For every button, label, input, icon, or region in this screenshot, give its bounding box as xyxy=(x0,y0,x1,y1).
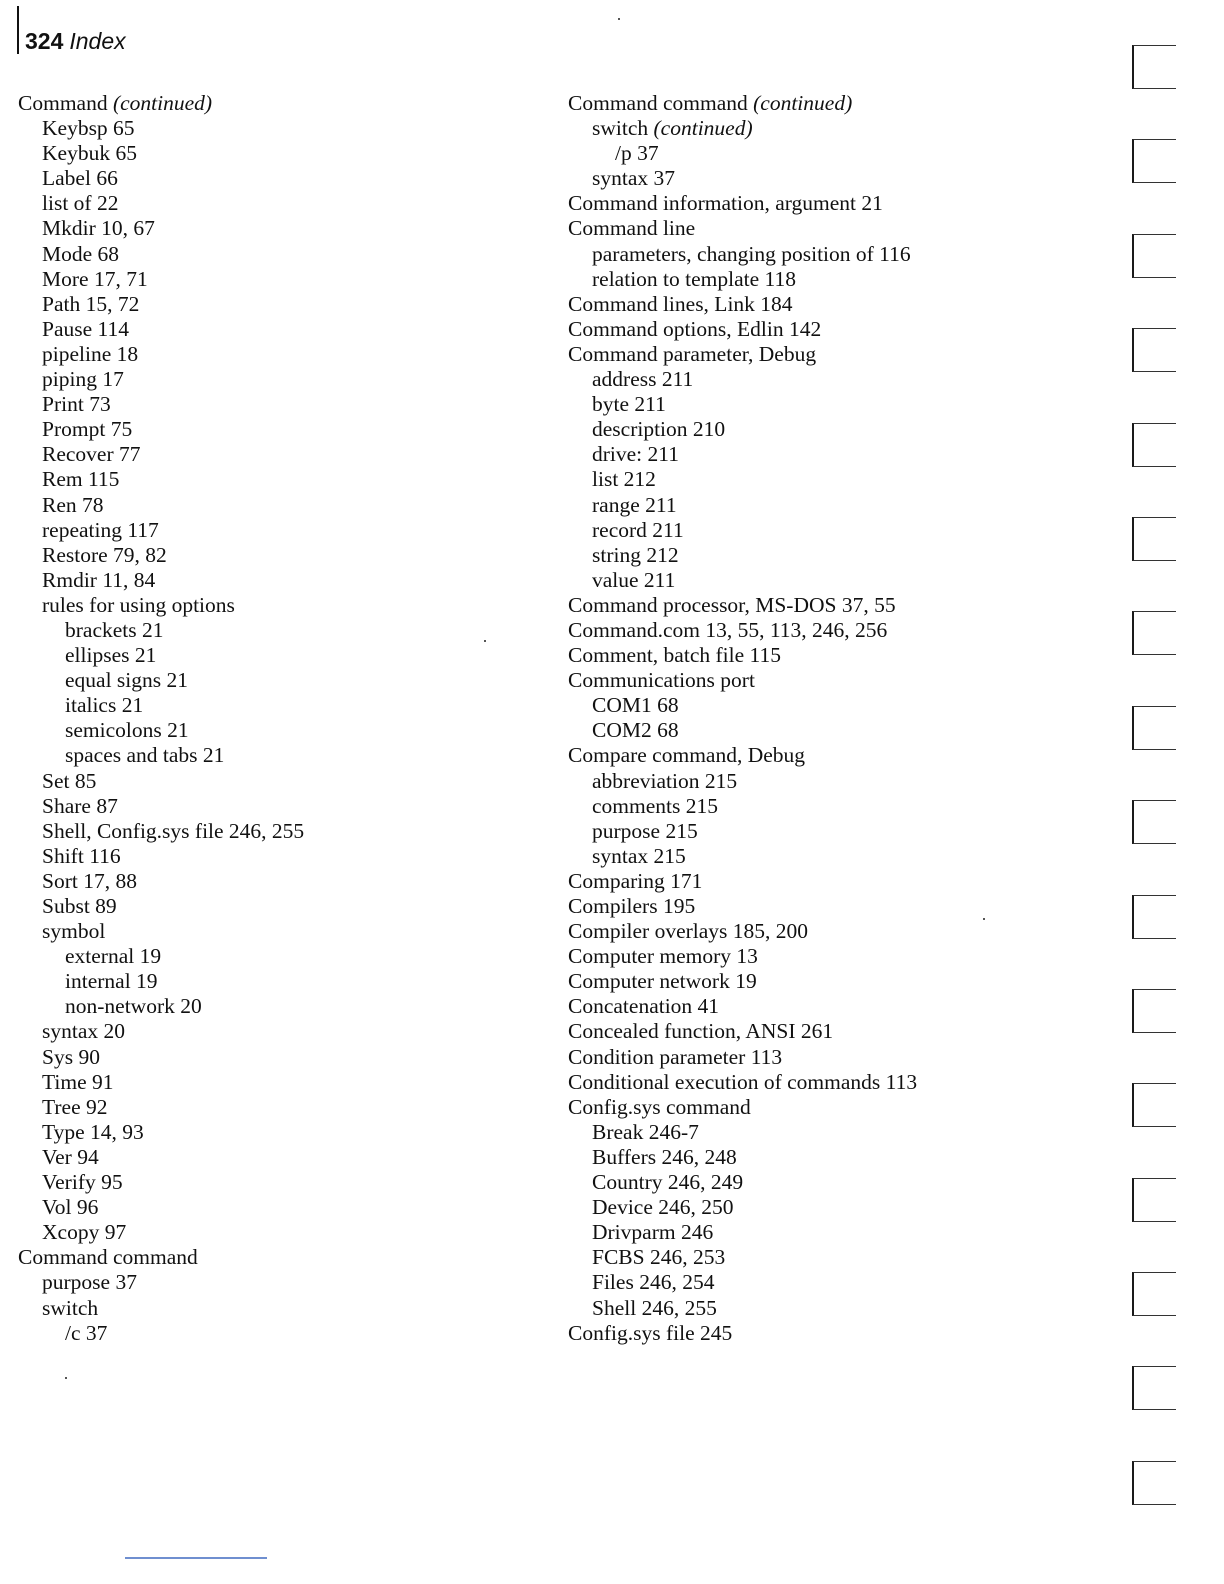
index-term: Break 246-7 xyxy=(592,1119,699,1144)
index-term: Prompt 75 xyxy=(42,417,133,442)
index-term: Compare command, Debug xyxy=(568,743,806,768)
footer-line xyxy=(125,1557,267,1559)
index-entry xyxy=(18,518,518,543)
index-entry xyxy=(18,794,518,819)
index-term: Label 66 xyxy=(42,166,118,191)
index-entry xyxy=(568,442,1108,467)
index-term: purpose 215 xyxy=(592,818,698,843)
index-term: syntax 215 xyxy=(592,843,686,868)
index-term: Buffers 246, 248 xyxy=(592,1144,737,1169)
index-term: Restore 79, 82 xyxy=(42,542,167,567)
index-term: switch xyxy=(592,116,649,141)
index-entry xyxy=(18,91,518,116)
thumb-index-tabs xyxy=(1132,45,1184,1555)
index-term: Time 91 xyxy=(42,1069,114,1094)
header-rule xyxy=(17,6,19,54)
index-term: list of 22 xyxy=(42,191,119,216)
index-entry xyxy=(18,342,518,367)
index-term: Command processor, MS-DOS 37, 55 xyxy=(568,592,896,617)
index-term: Communications port xyxy=(568,668,755,693)
index-term: ellipses 21 xyxy=(65,643,157,668)
index-entry xyxy=(568,1170,1108,1195)
index-entry xyxy=(18,1019,518,1044)
index-entry xyxy=(18,718,518,743)
index-term: FCBS 246, 253 xyxy=(592,1245,726,1270)
section-title: Index xyxy=(69,28,126,54)
index-entry xyxy=(568,693,1108,718)
index-entry xyxy=(568,141,1108,166)
index-term: COM1 68 xyxy=(592,693,679,718)
index-term: Vol 96 xyxy=(42,1195,99,1220)
index-column-left xyxy=(18,91,518,1346)
thumb-tab xyxy=(1132,611,1176,655)
index-term: Tree 92 xyxy=(42,1094,108,1119)
index-entry xyxy=(18,543,518,568)
index-term: Ver 94 xyxy=(42,1144,99,1169)
index-term: Set 85 xyxy=(42,768,97,793)
index-entry xyxy=(18,317,518,342)
index-term: /p 37 xyxy=(615,141,659,166)
index-entry xyxy=(568,392,1108,417)
index-term: Command information, argument 21 xyxy=(568,191,883,216)
index-entry xyxy=(18,894,518,919)
thumb-tab xyxy=(1132,1461,1176,1505)
index-term: symbol xyxy=(42,919,106,944)
index-entry xyxy=(18,593,518,618)
index-term: Command command xyxy=(18,1245,198,1270)
index-term: Command lines, Link 184 xyxy=(568,291,793,316)
index-term: Conditional execution of commands 113 xyxy=(568,1069,918,1094)
index-term: Files 246, 254 xyxy=(592,1270,715,1295)
index-term: repeating 117 xyxy=(42,517,159,542)
index-term: Subst 89 xyxy=(42,894,117,918)
index-term: Keybsp 65 xyxy=(42,116,135,141)
index-term: /c 37 xyxy=(65,1320,108,1345)
index-entry xyxy=(568,1095,1108,1120)
index-term: relation to template 118 xyxy=(592,266,796,291)
index-term: Config.sys file 245 xyxy=(568,1320,733,1345)
index-entry xyxy=(568,518,1108,543)
index-entry xyxy=(568,1120,1108,1145)
thumb-tab xyxy=(1132,45,1176,89)
index-term: Sort 17, 88 xyxy=(42,868,137,893)
index-entry xyxy=(18,668,518,693)
index-entry xyxy=(568,367,1108,392)
index-entry xyxy=(568,116,1108,141)
index-entry xyxy=(18,769,518,794)
index-entry xyxy=(18,116,518,141)
index-term: brackets 21 xyxy=(65,617,164,642)
thumb-tab xyxy=(1132,517,1176,561)
speck xyxy=(618,18,620,20)
index-term: Compiler overlays 185, 200 xyxy=(568,919,809,944)
index-entry xyxy=(18,191,518,216)
index-term: rules for using options xyxy=(42,592,235,617)
index-entry xyxy=(568,317,1108,342)
index-term: Concealed function, ANSI 261 xyxy=(568,1019,834,1044)
index-term: Rem 115 xyxy=(42,467,120,492)
index-term: Device 246, 250 xyxy=(592,1195,734,1220)
thumb-tab xyxy=(1132,1178,1176,1222)
index-entry xyxy=(18,1245,518,1270)
index-entry xyxy=(18,1095,518,1120)
index-term: Ren 78 xyxy=(42,492,104,517)
index-entry xyxy=(568,292,1108,317)
thumb-tab xyxy=(1132,895,1176,939)
index-term: range 211 xyxy=(592,492,677,517)
index-term: syntax 20 xyxy=(42,1019,126,1044)
index-term: Pause 114 xyxy=(42,316,129,341)
index-entry xyxy=(18,493,518,518)
index-entry xyxy=(568,794,1108,819)
index-term: Comment, batch file 115 xyxy=(568,643,781,668)
index-term: Type 14, 93 xyxy=(42,1119,144,1144)
index-entry xyxy=(18,743,518,768)
index-term: Drivparm 246 xyxy=(592,1220,714,1245)
index-entry xyxy=(18,1070,518,1095)
thumb-tab xyxy=(1132,139,1176,183)
index-term: Keybuk 65 xyxy=(42,141,137,166)
index-entry xyxy=(18,467,518,492)
index-term: description 210 xyxy=(592,417,726,442)
index-term: list 212 xyxy=(592,467,656,492)
index-entry xyxy=(18,944,518,969)
index-term: Country 246, 249 xyxy=(592,1170,744,1195)
thumb-tab xyxy=(1132,328,1176,372)
index-entry xyxy=(568,1195,1108,1220)
index-entry xyxy=(18,618,518,643)
index-entry xyxy=(568,493,1108,518)
index-term: address 211 xyxy=(592,367,694,392)
index-entry xyxy=(18,969,518,994)
index-term: internal 19 xyxy=(65,969,158,994)
index-term: piping 17 xyxy=(42,367,124,392)
index-entry xyxy=(568,1245,1108,1270)
index-term: Shift 116 xyxy=(42,843,121,868)
index-entry xyxy=(18,693,518,718)
index-term: COM2 68 xyxy=(592,718,679,743)
index-term: Path 15, 72 xyxy=(42,291,140,316)
index-entry xyxy=(568,91,1108,116)
index-term: Shell 246, 255 xyxy=(592,1295,717,1320)
index-entry xyxy=(568,618,1108,643)
index-entry xyxy=(18,1220,518,1245)
index-term: Condition parameter 113 xyxy=(568,1044,783,1069)
index-entry xyxy=(568,743,1108,768)
index-entry xyxy=(568,216,1108,241)
index-entry xyxy=(568,844,1108,869)
index-entry xyxy=(18,141,518,166)
index-term: Share 87 xyxy=(42,793,118,818)
thumb-tab xyxy=(1132,800,1176,844)
index-term: Command options, Edlin 142 xyxy=(568,316,822,341)
index-entry xyxy=(568,242,1108,267)
index-entry xyxy=(18,392,518,417)
thumb-tab xyxy=(1132,706,1176,750)
index-entry xyxy=(568,668,1108,693)
speck xyxy=(65,1377,67,1379)
index-entry xyxy=(18,568,518,593)
index-entry xyxy=(18,1145,518,1170)
thumb-tab xyxy=(1132,1083,1176,1127)
index-entry xyxy=(18,1296,518,1321)
index-term: Recover 77 xyxy=(42,442,141,467)
index-term: abbreviation 215 xyxy=(592,768,738,793)
index-entry xyxy=(18,994,518,1019)
index-term: More 17, 71 xyxy=(42,266,148,291)
index-term: Shell, Config.sys file 246, 255 xyxy=(42,818,305,843)
index-term: Command.com 13, 55, 113, 246, 256 xyxy=(568,617,888,642)
index-entry xyxy=(18,166,518,191)
speck xyxy=(484,640,486,642)
index-entry xyxy=(568,342,1108,367)
index-term: Verify 95 xyxy=(42,1170,123,1195)
index-term: equal signs 21 xyxy=(65,668,189,693)
thumb-tab xyxy=(1132,1366,1176,1410)
index-term: non-network 20 xyxy=(65,994,202,1019)
index-entry xyxy=(568,1220,1108,1245)
index-entry xyxy=(568,593,1108,618)
index-column-right xyxy=(568,91,1108,1346)
index-entry xyxy=(18,1321,518,1346)
index-entry xyxy=(18,643,518,668)
index-entry xyxy=(18,367,518,392)
index-entry xyxy=(568,568,1108,593)
index-term: Mode 68 xyxy=(42,241,120,266)
index-term: syntax 37 xyxy=(592,166,676,191)
index-entry xyxy=(18,1170,518,1195)
page-number: 324 xyxy=(25,28,64,54)
index-term: Mkdir 10, 67 xyxy=(42,216,155,241)
index-entry xyxy=(568,819,1108,844)
index-term: italics 21 xyxy=(65,693,144,718)
index-term: Command parameter, Debug xyxy=(568,341,817,366)
index-entry xyxy=(18,919,518,944)
thumb-tab xyxy=(1132,234,1176,278)
index-entry xyxy=(18,242,518,267)
index-entry xyxy=(18,844,518,869)
index-entry xyxy=(18,819,518,844)
index-entry xyxy=(18,1270,518,1295)
index-entry xyxy=(568,894,1108,919)
index-entry xyxy=(568,543,1108,568)
index-term: spaces and tabs 21 xyxy=(65,743,225,768)
index-term: byte 211 xyxy=(592,392,666,417)
index-entry xyxy=(18,1195,518,1220)
index-term: Command line xyxy=(568,216,696,241)
index-entry xyxy=(568,994,1108,1019)
index-entry xyxy=(568,166,1108,191)
index-term: Command xyxy=(18,91,108,115)
page-header xyxy=(25,26,126,56)
index-entry xyxy=(568,1321,1108,1346)
index-term: Comparing 171 xyxy=(568,868,703,893)
index-term: parameters, changing position of 116 xyxy=(592,241,911,266)
index-entry xyxy=(568,869,1108,894)
index-term: semicolons 21 xyxy=(65,718,189,743)
index-term: Compilers 195 xyxy=(568,894,696,918)
index-entry xyxy=(568,919,1108,944)
index-term: Config.sys command xyxy=(568,1094,751,1119)
index-term: Concatenation 41 xyxy=(568,994,720,1019)
index-term: purpose 37 xyxy=(42,1270,137,1295)
index-entry xyxy=(568,191,1108,216)
index-entry xyxy=(568,1296,1108,1321)
index-entry xyxy=(18,292,518,317)
index-entry xyxy=(568,1070,1108,1095)
index-entry xyxy=(568,769,1108,794)
index-entry xyxy=(568,417,1108,442)
index-entry xyxy=(568,1145,1108,1170)
index-entry xyxy=(18,216,518,241)
continued-label: (continued) xyxy=(653,116,753,141)
index-entry xyxy=(568,1019,1108,1044)
continued-label: (continued) xyxy=(753,91,853,115)
index-term: drive: 211 xyxy=(592,442,679,467)
index-entry xyxy=(568,267,1108,292)
index-term: Print 73 xyxy=(42,392,111,417)
index-entry xyxy=(18,417,518,442)
index-term: Computer network 19 xyxy=(568,969,757,994)
index-entry xyxy=(568,944,1108,969)
index-term: comments 215 xyxy=(592,793,718,818)
index-term: external 19 xyxy=(65,944,162,969)
index-entry xyxy=(18,869,518,894)
index-term: switch xyxy=(42,1295,99,1320)
index-term: record 211 xyxy=(592,517,684,542)
thumb-tab xyxy=(1132,989,1176,1033)
thumb-tab xyxy=(1132,423,1176,467)
index-entry xyxy=(18,267,518,292)
index-entry xyxy=(18,442,518,467)
index-entry xyxy=(18,1120,518,1145)
index-term: value 211 xyxy=(592,567,676,592)
continued-label: (continued) xyxy=(112,91,213,115)
index-entry xyxy=(18,1045,518,1070)
index-entry xyxy=(568,467,1108,492)
thumb-tab xyxy=(1132,1272,1176,1316)
index-entry xyxy=(568,1270,1108,1295)
index-entry xyxy=(568,643,1108,668)
index-term: Computer memory 13 xyxy=(568,944,758,969)
index-term: Rmdir 11, 84 xyxy=(42,567,156,592)
speck xyxy=(983,918,985,920)
index-term: string 212 xyxy=(592,542,679,567)
index-term: Xcopy 97 xyxy=(42,1220,127,1245)
index-term: Command command xyxy=(568,91,748,115)
index-term: Sys 90 xyxy=(42,1044,100,1069)
index-entry xyxy=(568,969,1108,994)
index-entry xyxy=(568,718,1108,743)
index-term: pipeline 18 xyxy=(42,341,139,366)
index-entry xyxy=(568,1045,1108,1070)
